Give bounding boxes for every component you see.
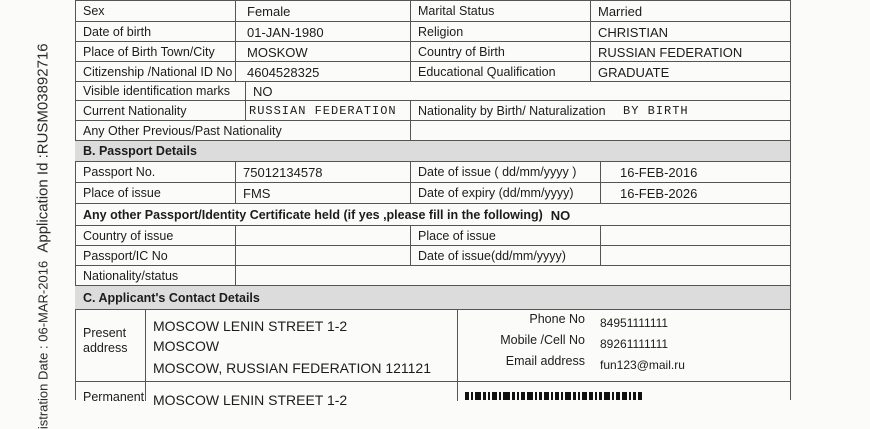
marks-label: Visible identification marks [83, 84, 231, 99]
citizenship-label: Citizenship /National ID No [83, 64, 233, 79]
sex-label: Sex [83, 4, 105, 19]
other-passport-question [75, 204, 790, 226]
religion-label: Religion [418, 24, 464, 39]
row-sex [75, 0, 790, 22]
passport-no-value: 75012134578 [243, 165, 323, 180]
application-id-text: Application Id :RUSM03892716 [34, 43, 52, 253]
email-label: Email address [505, 354, 585, 368]
contact-section-header: C. Applicant's Contact Details [75, 285, 790, 309]
other-passport-value: NO [550, 207, 571, 223]
expiry-value: 16-FEB-2026 [620, 186, 698, 201]
other-passport-label: Any other Passport/Identity Certificate held (if yes ,please fill in the following) [83, 207, 543, 222]
row-nationality [75, 100, 790, 121]
education-value: GRADUATE [598, 64, 670, 80]
row-prev-nationality [75, 120, 790, 141]
row-nationality-status [75, 265, 790, 286]
issue-date-label: Date of issue ( dd/mm/yyyy ) [418, 165, 577, 180]
divider [145, 310, 146, 382]
form-border-right [790, 0, 791, 400]
permanent-address-line1: MOSCOW LENIN STREET 1-2 [153, 392, 348, 408]
divider [145, 382, 146, 401]
divider [410, 121, 411, 141]
passport-section-header: B. Passport Details [75, 140, 790, 161]
issue-date-value: 16-FEB-2016 [620, 165, 698, 180]
nationality-status-label: Nationality/status [83, 268, 179, 283]
divider [235, 266, 236, 286]
present-address-label [83, 326, 127, 356]
row-country-of-issue [75, 225, 790, 246]
date-of-issue-2-label: Date of issue(dd/mm/yyyy) [418, 248, 566, 263]
row-dob [75, 21, 790, 42]
pob-value: MOSKOW [247, 44, 308, 60]
prev-nationality-label: Any Other Previous/Past Nationality [83, 123, 282, 138]
place-label: Place of issue [83, 186, 161, 201]
marital-label: Marital Status [418, 4, 495, 19]
nationality-label: Current Nationality [83, 103, 187, 118]
dob-label: Date of birth [83, 24, 152, 39]
divider [457, 382, 458, 401]
divider [235, 246, 236, 266]
visa-application-form [75, 0, 790, 408]
mobile-value: 89261111111 [600, 337, 669, 351]
nationality-value: RUSSIAN FEDERATION [249, 104, 397, 118]
mobile-label: Mobile /Cell No [500, 333, 585, 347]
divider [457, 310, 458, 382]
email-value: fun123@mail.ru [600, 358, 685, 372]
row-place-of-issue [75, 182, 790, 204]
phone-label: Phone No [529, 312, 585, 326]
nat-birth-label: Nationality by Birth/ Naturalization [418, 103, 606, 118]
present-label-line1: Present [83, 326, 127, 340]
divider [600, 226, 601, 246]
present-address-line1: MOSCOW LENIN STREET 1-2 [153, 318, 348, 334]
row-other-passport [75, 203, 790, 226]
citizenship-value: 4604528325 [247, 64, 320, 80]
country-of-issue-label: Country of issue [83, 228, 174, 243]
dob-value: 01-JAN-1980 [247, 24, 324, 40]
cob-value: RUSSIAN FEDERATION [598, 44, 743, 60]
present-address-block [75, 309, 790, 382]
row-passport-no [75, 161, 790, 183]
row-marks [75, 81, 790, 101]
sex-value: Female [247, 4, 291, 19]
divider [600, 246, 601, 266]
marks-value: NO [253, 84, 273, 99]
phone-value: 84951111111 [600, 316, 669, 330]
row-pob [75, 41, 790, 62]
place-value: FMS [243, 186, 271, 201]
passport-ic-label: Passport/IC No [83, 248, 168, 263]
permanent-address-label: Permanent [83, 390, 145, 404]
expiry-label: Date of expiry (dd/mm/yyyy) [418, 186, 574, 201]
nat-birth-value: BY BIRTH [623, 104, 689, 118]
religion-value: CHRISTIAN [598, 24, 669, 40]
present-address-line2: MOSCOW [153, 338, 220, 354]
marital-value: Married [598, 4, 643, 19]
barcode [465, 392, 725, 400]
row-passport-ic [75, 245, 790, 266]
row-citizenship [75, 61, 790, 82]
education-label: Educational Qualification [418, 64, 556, 79]
place-of-issue-2-label: Place of issue [418, 228, 496, 243]
cob-label: Country of Birth [418, 44, 505, 59]
registration-date-text: istration Date : 06-MAR-2016 [35, 260, 51, 429]
present-address-line3: MOSCOW, RUSSIAN FEDERATION 121121 [153, 360, 431, 376]
present-label-line2: address [83, 341, 128, 355]
passport-no-label: Passport No. [83, 165, 156, 180]
divider [235, 226, 236, 246]
pob-label: Place of Birth Town/City [83, 44, 215, 59]
